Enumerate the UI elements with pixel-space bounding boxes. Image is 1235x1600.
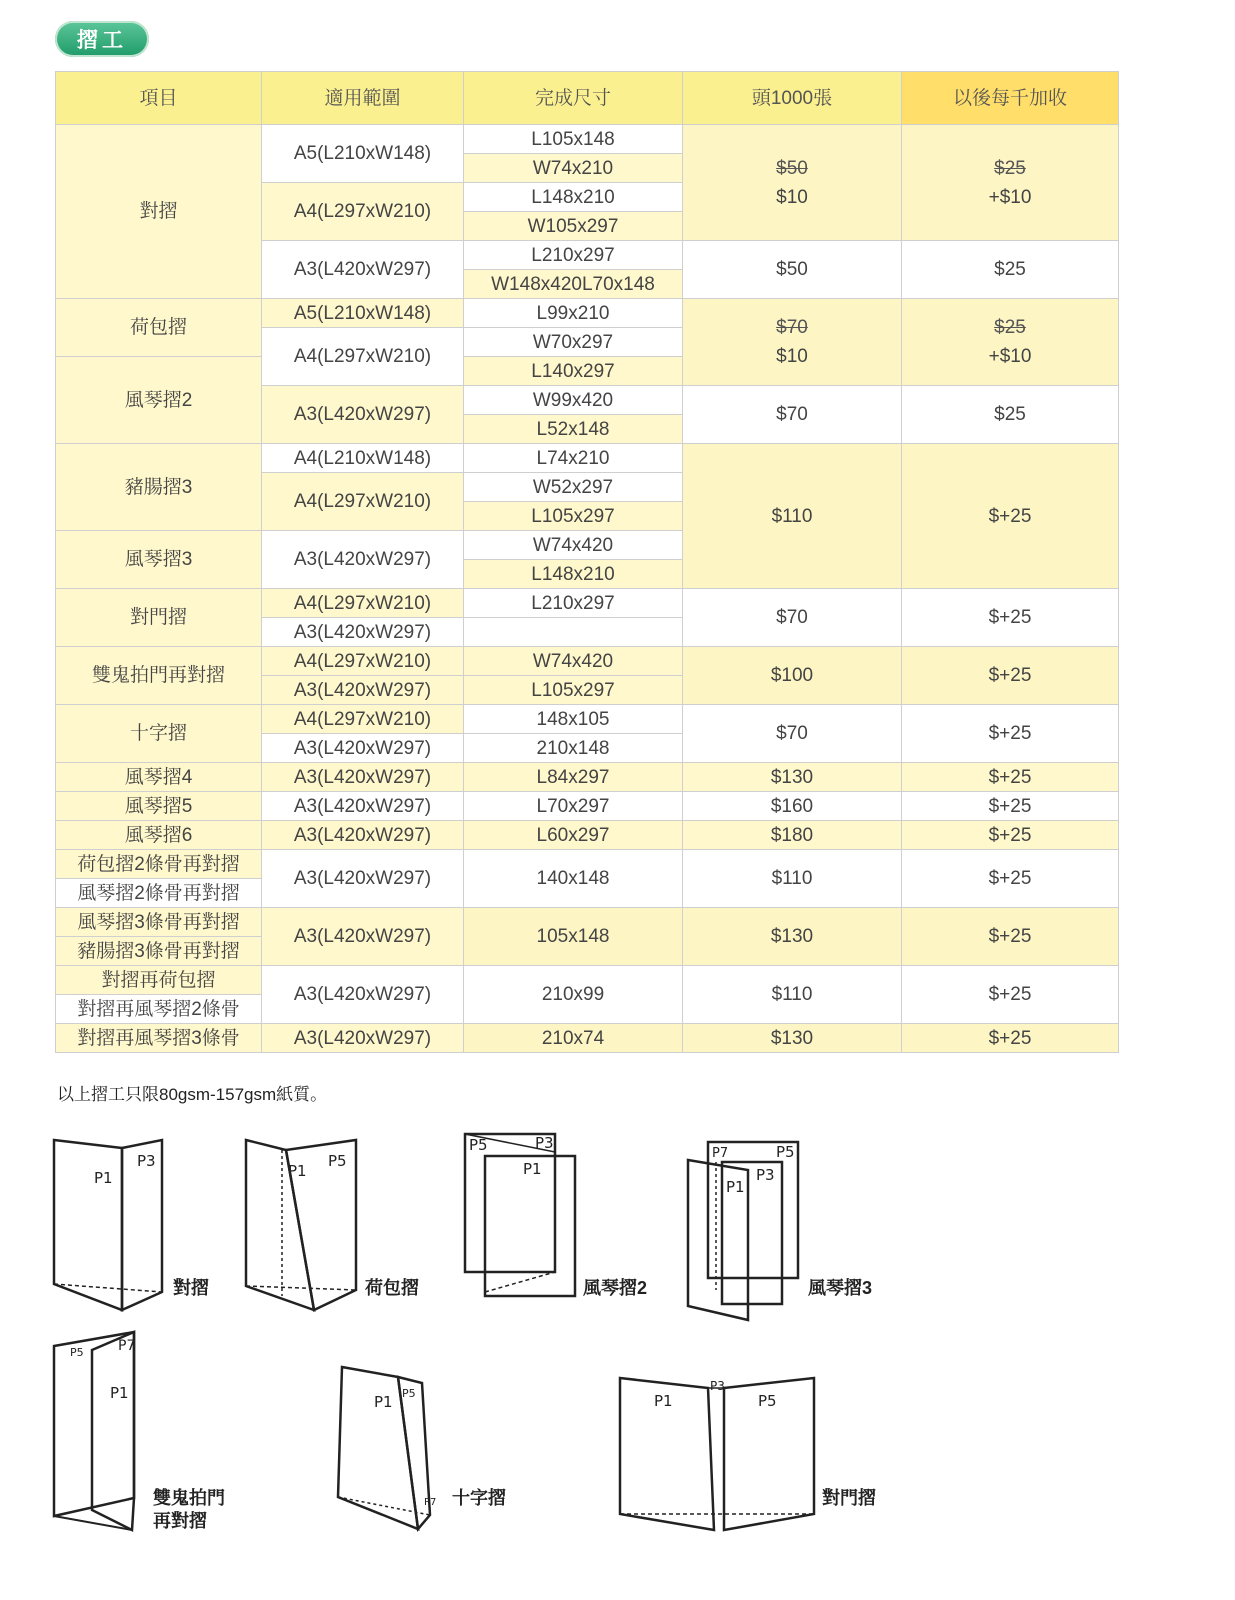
range-cell: A4(L297xW210) [262,473,464,531]
header-per-1000: 以後每千加收 [902,72,1119,125]
range-cell: A4(L297xW210) [262,589,464,618]
size-cell: L52x148 [464,415,683,444]
old-price: $50 [776,157,808,179]
item-cell: 風琴摺2 [56,357,262,444]
price-first-cell: $160 [683,792,902,821]
size-cell: L84x297 [464,763,683,792]
range-cell: A3(L420xW297) [262,763,464,792]
item-cell: 荷包摺 [56,299,262,357]
range-cell: A3(L420xW297) [262,386,464,444]
price-extra-cell [902,125,1119,241]
size-cell: W105x297 [464,212,683,241]
diagram-label: 荷包摺 [365,1278,419,1298]
price-first-cell: $110 [683,444,902,589]
range-cell: A3(L420xW297) [262,676,464,705]
page-label: P1 [654,1392,673,1410]
range-cell: A3(L420xW297) [262,821,464,850]
price-first-cell: $70 [683,589,902,647]
price-extra-cell: $+25 [902,1024,1119,1053]
price-extra-cell [902,299,1119,386]
item-cell: 風琴摺3 [56,531,262,589]
page-label: P5 [402,1387,416,1400]
range-cell: A3(L420xW297) [262,792,464,821]
page-label: P1 [94,1169,113,1187]
price-first-cell [683,125,902,241]
size-cell: W74x420 [464,647,683,676]
diagram-label: 再對摺 [153,1511,207,1531]
fold-diagram-accordion-2 [463,1132,583,1307]
size-cell: 210x74 [464,1024,683,1053]
size-cell: L105x297 [464,502,683,531]
diagram-label: 風琴摺2 [583,1278,648,1298]
price-first-cell: $130 [683,763,902,792]
item-cell: 豬腸摺3條骨再對摺 [56,937,262,966]
size-cell: 210x99 [464,966,683,1024]
item-cell: 十字摺 [56,705,262,763]
range-cell: A3(L420xW297) [262,1024,464,1053]
item-cell: 對門摺 [56,589,262,647]
price-extra-cell: $+25 [902,792,1119,821]
size-cell: W74x420 [464,531,683,560]
size-cell: L210x297 [464,589,683,618]
folding-price-table [55,71,1119,1053]
size-cell: W99x420 [464,386,683,415]
item-cell: 風琴摺2條骨再對摺 [56,879,262,908]
size-cell [464,618,683,647]
page-label: P1 [288,1162,307,1180]
item-cell: 對摺再風琴摺3條骨 [56,1024,262,1053]
price-extra-cell: $+25 [902,705,1119,763]
size-cell: L140x297 [464,357,683,386]
diagram-label: 十字摺 [452,1488,506,1508]
old-price: $25 [994,317,1026,338]
range-cell: A4(L297xW210) [262,183,464,241]
range-cell: A3(L420xW297) [262,618,464,647]
price-extra-cell: $+25 [902,821,1119,850]
item-cell: 風琴摺6 [56,821,262,850]
promo-price: +$10 [988,186,1032,208]
page-label: P5 [70,1346,84,1359]
price-first-cell: $50 [683,241,902,299]
price-first-cell: $70 [683,386,902,444]
size-cell: L105x148 [464,125,683,154]
header-first-1000: 頭1000張 [683,72,902,125]
size-cell: 210x148 [464,734,683,763]
page-label: P1 [374,1393,393,1411]
price-extra-cell: $+25 [902,763,1119,792]
price-extra-cell: $25 [902,241,1119,299]
price-extra-cell: $+25 [902,966,1119,1024]
fold-diagram-gate [618,1376,818,1541]
size-cell: W148x420L70x148 [464,270,683,299]
size-cell: 105x148 [464,908,683,966]
price-extra-cell: $+25 [902,647,1119,705]
range-cell: A4(L297xW210) [262,705,464,734]
price-extra-cell: $+25 [902,850,1119,908]
range-cell: A5(L210xW148) [262,299,464,328]
price-first-cell: $130 [683,908,902,966]
size-cell: L70x297 [464,792,683,821]
size-cell: W52x297 [464,473,683,502]
price-extra-cell: $+25 [902,444,1119,589]
price-first-cell: $110 [683,966,902,1024]
page-label: P7 [424,1497,437,1508]
promo-price: +$10 [988,346,1032,367]
size-cell: L148x210 [464,183,683,212]
page-label: P5 [328,1152,347,1170]
price-extra-cell: $+25 [902,908,1119,966]
range-cell: A5(L210xW148) [262,125,464,183]
header-size: 完成尺寸 [464,72,683,125]
size-cell: L74x210 [464,444,683,473]
size-cell: L99x210 [464,299,683,328]
fold-diagram-gate-double [52,1330,152,1540]
size-cell: W74x210 [464,154,683,183]
page-label: P5 [469,1136,488,1154]
header-item: 項目 [56,72,262,125]
item-cell: 對摺再荷包摺 [56,966,262,995]
diagram-label: 對門摺 [822,1488,876,1508]
page-label: P7 [712,1146,729,1161]
price-first-cell: $70 [683,705,902,763]
fold-diagram-half [52,1138,182,1323]
size-cell: 140x148 [464,850,683,908]
price-first-cell: $110 [683,850,902,908]
item-cell: 風琴摺3條骨再對摺 [56,908,262,937]
fold-diagram-letter [244,1138,364,1323]
price-extra-cell: $+25 [902,589,1119,647]
page-label: P3 [756,1166,775,1184]
size-cell: L210x297 [464,241,683,270]
size-cell: L105x297 [464,676,683,705]
promo-price: $10 [776,346,808,367]
price-first-cell: $180 [683,821,902,850]
header-range: 適用範圍 [262,72,464,125]
size-cell: L60x297 [464,821,683,850]
price-first-cell: $100 [683,647,902,705]
item-cell: 對摺 [56,125,262,299]
range-cell: A4(L297xW210) [262,647,464,676]
diagram-label: 對摺 [173,1278,209,1298]
range-cell: A3(L420xW297) [262,966,464,1024]
item-cell: 雙鬼拍門再對摺 [56,647,262,705]
item-cell: 荷包摺2條骨再對摺 [56,850,262,879]
fold-diagram-accordion-3 [686,1140,806,1330]
range-cell: A3(L420xW297) [262,850,464,908]
paper-weight-note: 以上摺工只限80gsm-157gsm紙質。 [57,1085,328,1104]
diagram-label: 風琴摺3 [808,1278,873,1298]
size-cell: L148x210 [464,560,683,589]
diagram-label: 雙鬼拍門 [153,1488,225,1508]
old-price: $25 [994,157,1026,179]
range-cell: A3(L420xW297) [262,241,464,299]
price-first-cell: $130 [683,1024,902,1053]
page-label: P1 [523,1160,542,1178]
page-label: P5 [776,1143,795,1161]
range-cell: A4(L297xW210) [262,328,464,386]
size-cell: W70x297 [464,328,683,357]
range-cell: A3(L420xW297) [262,734,464,763]
item-cell: 豬腸摺3 [56,444,262,531]
price-first-cell [683,299,902,386]
section-badge: 摺工 [55,21,149,57]
fold-diagram-cross [336,1365,446,1540]
item-cell: 風琴摺5 [56,792,262,821]
page-label: P1 [726,1178,745,1196]
page-label: P3 [710,1379,725,1393]
price-extra-cell: $25 [902,386,1119,444]
promo-price: $10 [776,186,808,208]
page-label: P1 [110,1384,129,1402]
range-cell: A3(L420xW297) [262,531,464,589]
page-label: P5 [758,1392,777,1410]
range-cell: A4(L210xW148) [262,444,464,473]
size-cell: 148x105 [464,705,683,734]
page-label: P3 [535,1134,554,1152]
range-cell: A3(L420xW297) [262,908,464,966]
item-cell: 對摺再風琴摺2條骨 [56,995,262,1024]
page-label: P3 [137,1152,156,1170]
item-cell: 風琴摺4 [56,763,262,792]
page-label: P7 [118,1338,136,1354]
old-price: $70 [776,317,808,338]
